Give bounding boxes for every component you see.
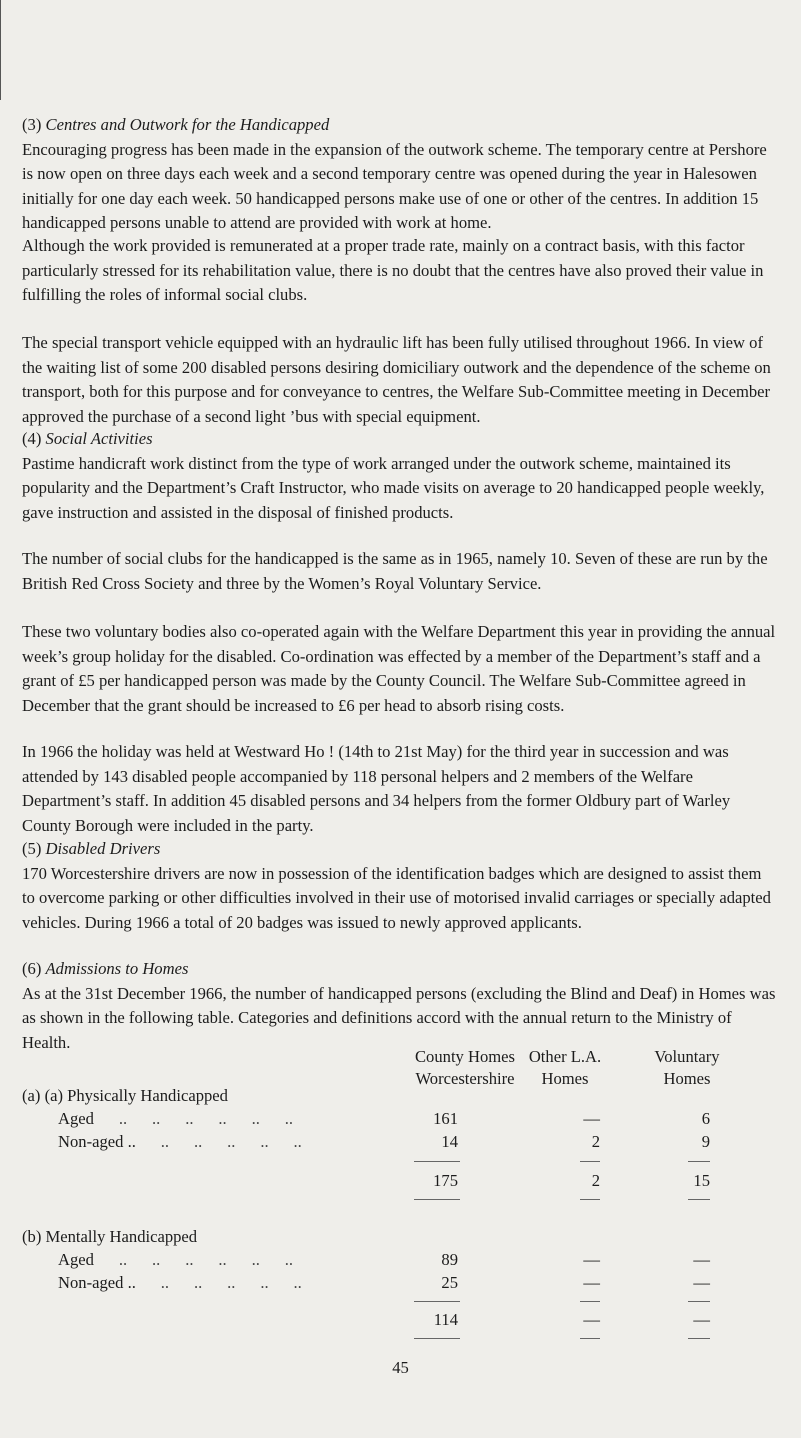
section-3-heading [22,113,777,138]
total-cell: 2 [591,1171,600,1190]
section-6 [22,957,777,1055]
row-label-text: Aged [58,1250,94,1269]
cell: 14 [441,1132,458,1151]
cell: 6 [701,1109,710,1128]
section-4 [22,427,777,525]
section-3-para-3 [22,331,777,429]
col-head-line: County Homes [414,1047,516,1066]
rule [414,1199,460,1200]
total-cell: — [693,1310,710,1329]
rule [688,1161,710,1162]
cell: — [583,1250,600,1269]
row-label [58,1107,293,1132]
section-number: (6) [22,959,42,978]
rule [580,1161,600,1162]
cell: 2 [591,1132,600,1151]
paragraph: The number of social clubs for the handicapped is the same as in 1965, namely 10. Seven of these are run by the British Red Cross Society and three by the Women’s Royal Voluntary Service. [22,549,768,593]
cell: — [583,1109,600,1128]
col-head-line: Voluntary [654,1047,720,1066]
cell: — [693,1273,710,1292]
col-head-line: Homes [541,1069,589,1088]
section-4-para-2 [22,547,777,596]
cell: 161 [433,1109,458,1128]
cell: — [693,1250,710,1269]
total-cell: — [583,1310,600,1329]
row-label [58,1130,302,1155]
rule [414,1338,460,1339]
group-b-label: (b) Mentally Handicapped [22,1227,198,1246]
section-4-heading [22,427,777,452]
section-4-para-4 [22,740,777,838]
paragraph: The special transport vehicle equipped with an hydraulic lift has been fully utilised throughout 1966. In view of the waiting list of some 200 disabled persons desiring domiciliary outwork and the dependence of the scheme on transport, both for this purpose and for conveyance to centres, the Welfare Sub-Committee meeting in December approved the purchase of a second light ’bus with special equipment. [22,333,771,426]
section-3-para-2 [22,234,777,308]
paragraph: These two voluntary bodies also co-operated again with the Welfare Department this year in providing the annual week’s group holiday for the disabled. Co-ordination was effected by a member of the Department’s staff and a grant of £5 per handicapped person was made by the County Council. The Welfare Sub-Committee agreed in December that the grant should be increased to £6 per head to absorb rising costs. [22,622,776,715]
rule [414,1161,460,1162]
cell: 9 [701,1132,710,1151]
paragraph: Pastime handicraft work distinct from the type of work arranged under the outwork scheme, maintained its popularity and the Department’s Craft Instructor, who made visits on average to 20 handicapped people weekly, gave instruction and assisted in the disposal of finished products. [22,453,765,522]
section-title: Social Activities [45,429,153,448]
row-label-text: Non-aged .. [58,1132,136,1151]
row-label-text: Non-aged .. [58,1273,136,1292]
col-head-voluntary [622,1046,752,1090]
section-number: (5) [22,839,42,858]
section-number: (3) [22,115,42,134]
paragraph: Encouraging progress has been made in the expansion of the outwork scheme. The temporary centre at Pershore is now open on three days each week and a second temporary centre was opened during the year in Halesowen initially for one day each week. 50 handicapped persons make use of one or other of the centres. In addition 15 handicapped persons unable to attend are provided with work at home. [22,139,767,233]
section-5 [22,837,777,935]
section-number: (4) [22,429,42,448]
rule [688,1338,710,1339]
col-head-line: Homes [663,1069,711,1088]
cell: 25 [441,1273,458,1292]
leader-dots: .. .. .. .. .. .. [93,1250,294,1269]
rule [580,1338,600,1339]
section-title: Disabled Drivers [45,839,161,858]
page-edge [0,0,1,100]
rule [688,1199,710,1200]
cell: — [583,1273,600,1292]
rule [580,1199,600,1200]
rule [580,1301,600,1302]
page-number: 45 [392,1358,409,1377]
col-head-line: Worcestershire [415,1069,515,1088]
row-label [58,1271,302,1296]
leader-dots: .. .. .. .. .. [135,1273,302,1292]
row-label-text: Aged [58,1109,94,1128]
row-label [58,1248,293,1273]
paragraph: In 1966 the holiday was held at Westward Ho ! (14th to 21st May) for the third year in succession and was attended by 143 disabled people accompanied by 118 personal helpers and 2 members of the Welfare Department’s staff. In addition 45 disabled persons and 34 helpers from the former Oldbury part of Warley County Borough were included in the party. [22,742,731,835]
total-cell: 175 [433,1171,458,1190]
rule [414,1301,460,1302]
total-cell: 114 [433,1310,458,1329]
section-4-para-3 [22,620,777,718]
leader-dots: .. .. .. .. .. .. [93,1109,294,1128]
cell: 89 [441,1250,458,1269]
leader-dots: .. .. .. .. .. [135,1132,302,1151]
rule [688,1301,710,1302]
section-title: Admissions to Homes [45,959,189,978]
col-head-other-la [495,1046,635,1090]
paragraph: As at the 31st December 1966, the number of handicapped persons (excluding the Blind and Deaf) in Homes was as shown in the following table. Categories and definitions accord with the annual return to the Ministry of Health. [22,983,776,1052]
section-title: Centres and Outwork for the Handicapped [45,115,330,134]
section-3 [22,113,777,236]
section-6-heading [22,957,777,982]
group-a-label: (a) (a) Physically Handicapped [22,1086,228,1105]
col-head-line: Other L.A. [528,1047,602,1066]
paragraph: Although the work provided is remunerated at a proper trade rate, mainly on a contract basis, with this factor particularly stressed for its rehabilitation value, there is no doubt that the centres have also proved their value in fulfilling the roles of informal social clubs. [22,236,764,305]
paragraph: 170 Worcestershire drivers are now in possession of the identification badges which are designed to assist them to overcome parking or other difficulties involved in their use of motorised invalid carriages or specially adapted vehicles. During 1966 a total of 20 badges was issued to newly approved applicants. [22,863,771,932]
total-cell: 15 [693,1171,710,1190]
section-5-heading [22,837,777,862]
